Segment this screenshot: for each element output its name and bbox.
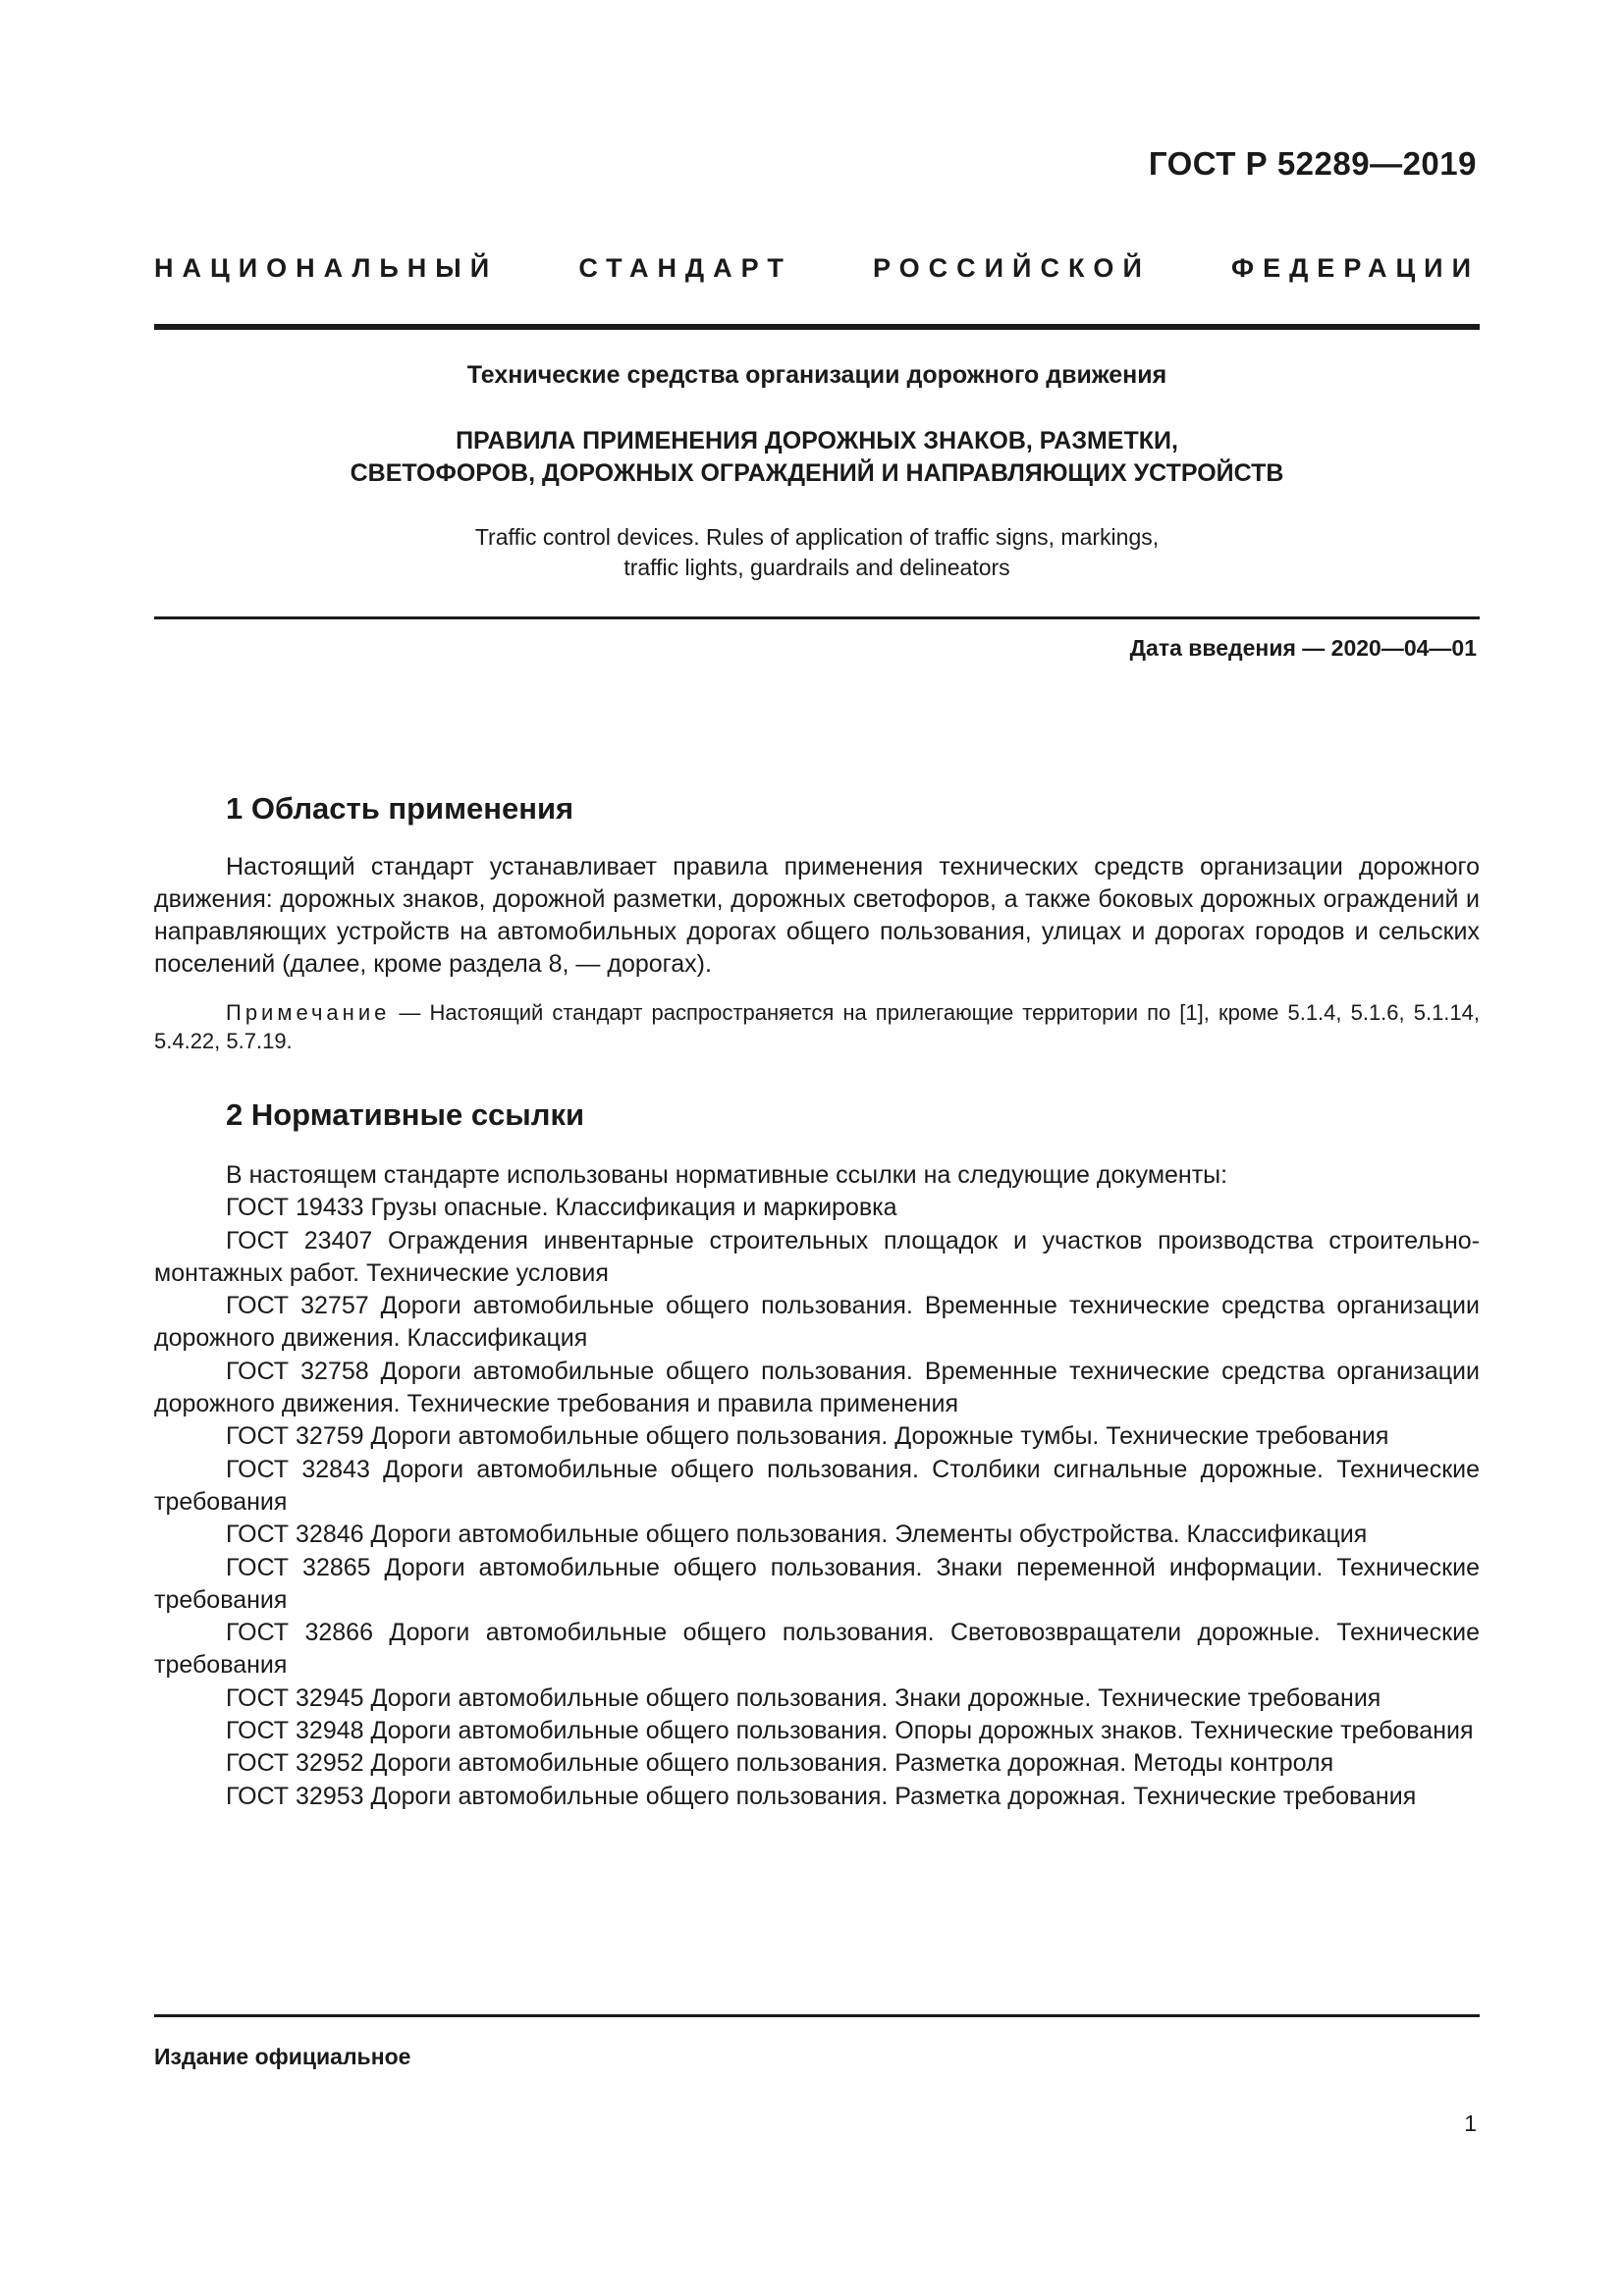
document-title-line-1: ПРАВИЛА ПРИМЕНЕНИЯ ДОРОЖНЫХ ЗНАКОВ, РАЗМЕТКИ, — [456, 427, 1178, 454]
reference-item: ГОСТ 32865 Дороги автомобильные общего пользования. Знаки переменной информации. Технические требования — [154, 1553, 1480, 1614]
title-divider — [154, 616, 1480, 619]
reference-item: ГОСТ 32846 Дороги автомобильные общего пользования. Элементы обустройства. Классификация — [226, 1521, 1368, 1549]
english-title — [154, 522, 1480, 583]
document-title-line-2: СВЕТОФОРОВ, ДОРОЖНЫХ ОГРАЖДЕНИЙ И НАПРАВЛЯЮЩИХ УСТРОЙСТВ — [350, 459, 1284, 487]
reference-item: ГОСТ 32843 Дороги автомобильные общего пользования. Столбики сигнальные дорожные. Технические требования — [154, 1455, 1480, 1516]
reference-item: ГОСТ 32757 Дороги автомобильные общего пользования. Временные технические средства организации дорожного движения. Классификация — [154, 1292, 1480, 1353]
references-intro: В настоящем стандарте использованы нормативные ссылки на следующие документы: — [226, 1161, 1228, 1189]
national-standard-banner: НАЦИОНАЛЬНЫЙ СТАНДАРТ РОССИЙСКОЙ ФЕДЕРАЦИИ — [154, 253, 1480, 283]
introduction-date: Дата введения — 2020—04—01 — [1129, 635, 1477, 661]
section-1-text: Настоящий стандарт устанавливает правила применения технических средств организации дорожного движения: дорожных знаков, дорожной разметки, дорожных светофоров, а также боковых дорожных ограждений и направляющих устройств на автомобильных дорогах общего пользования, улицах и дорогах городов и сельских поселений (далее, кроме раздела 8, — дорогах). — [154, 853, 1480, 978]
reference-item: ГОСТ 32953 Дороги автомобильные общего пользования. Разметка дорожная. Технические требования — [226, 1782, 1417, 1810]
reference-item: ГОСТ 32759 Дороги автомобильные общего пользования. Дорожные тумбы. Технические требования — [226, 1422, 1389, 1451]
document-subject: Технические средства организации дорожного движения — [466, 361, 1167, 389]
reference-item: ГОСТ 32948 Дороги автомобильные общего пользования. Опоры дорожных знаков. Технические требования — [226, 1717, 1474, 1745]
note-text: — Настоящий стандарт распространяется на прилегающие территории по [1], кроме 5.1.4, 5.1.6, 5.1.14, 5.4.22, 5.7.19. — [154, 1000, 1480, 1053]
reference-item: ГОСТ 32866 Дороги автомобильные общего пользования. Световозвращатели дорожные. Технические требования — [154, 1619, 1480, 1680]
header-divider — [154, 324, 1480, 330]
section-2-heading: 2 Нормативные ссылки — [226, 1097, 585, 1132]
standard-number: ГОСТ Р 52289—2019 — [1148, 145, 1477, 182]
footer-divider — [154, 2014, 1480, 2017]
normative-references-list — [154, 1159, 1480, 1813]
reference-item: ГОСТ 23407 Ограждения инвентарные строительных площадок и участков производства строительно-монтажных работ. Технические условия — [154, 1226, 1480, 1287]
page-number: 1 — [1464, 2110, 1477, 2136]
reference-item: ГОСТ 32952 Дороги автомобильные общего пользования. Разметка дорожная. Методы контроля — [226, 1749, 1334, 1778]
section-1-note — [154, 998, 1480, 1055]
reference-item: ГОСТ 19433 Грузы опасные. Классификация и маркировка — [226, 1194, 897, 1222]
official-edition-label: Издание официальное — [154, 2044, 411, 2069]
english-title-line-1: Traffic control devices. Rules of application of traffic signs, markings, — [474, 524, 1160, 550]
reference-item: ГОСТ 32758 Дороги автомобильные общего пользования. Временные технические средства организации дорожного движения. Технические требования и правила применения — [154, 1357, 1480, 1418]
reference-item: ГОСТ 32945 Дороги автомобильные общего пользования. Знаки дорожные. Технические требования — [226, 1683, 1381, 1712]
section-1-heading: 1 Область применения — [226, 791, 574, 826]
note-label: Примечание — [226, 1000, 391, 1025]
document-title — [154, 425, 1480, 490]
english-title-line-2: traffic lights, guardrails and delineators — [623, 555, 1010, 580]
